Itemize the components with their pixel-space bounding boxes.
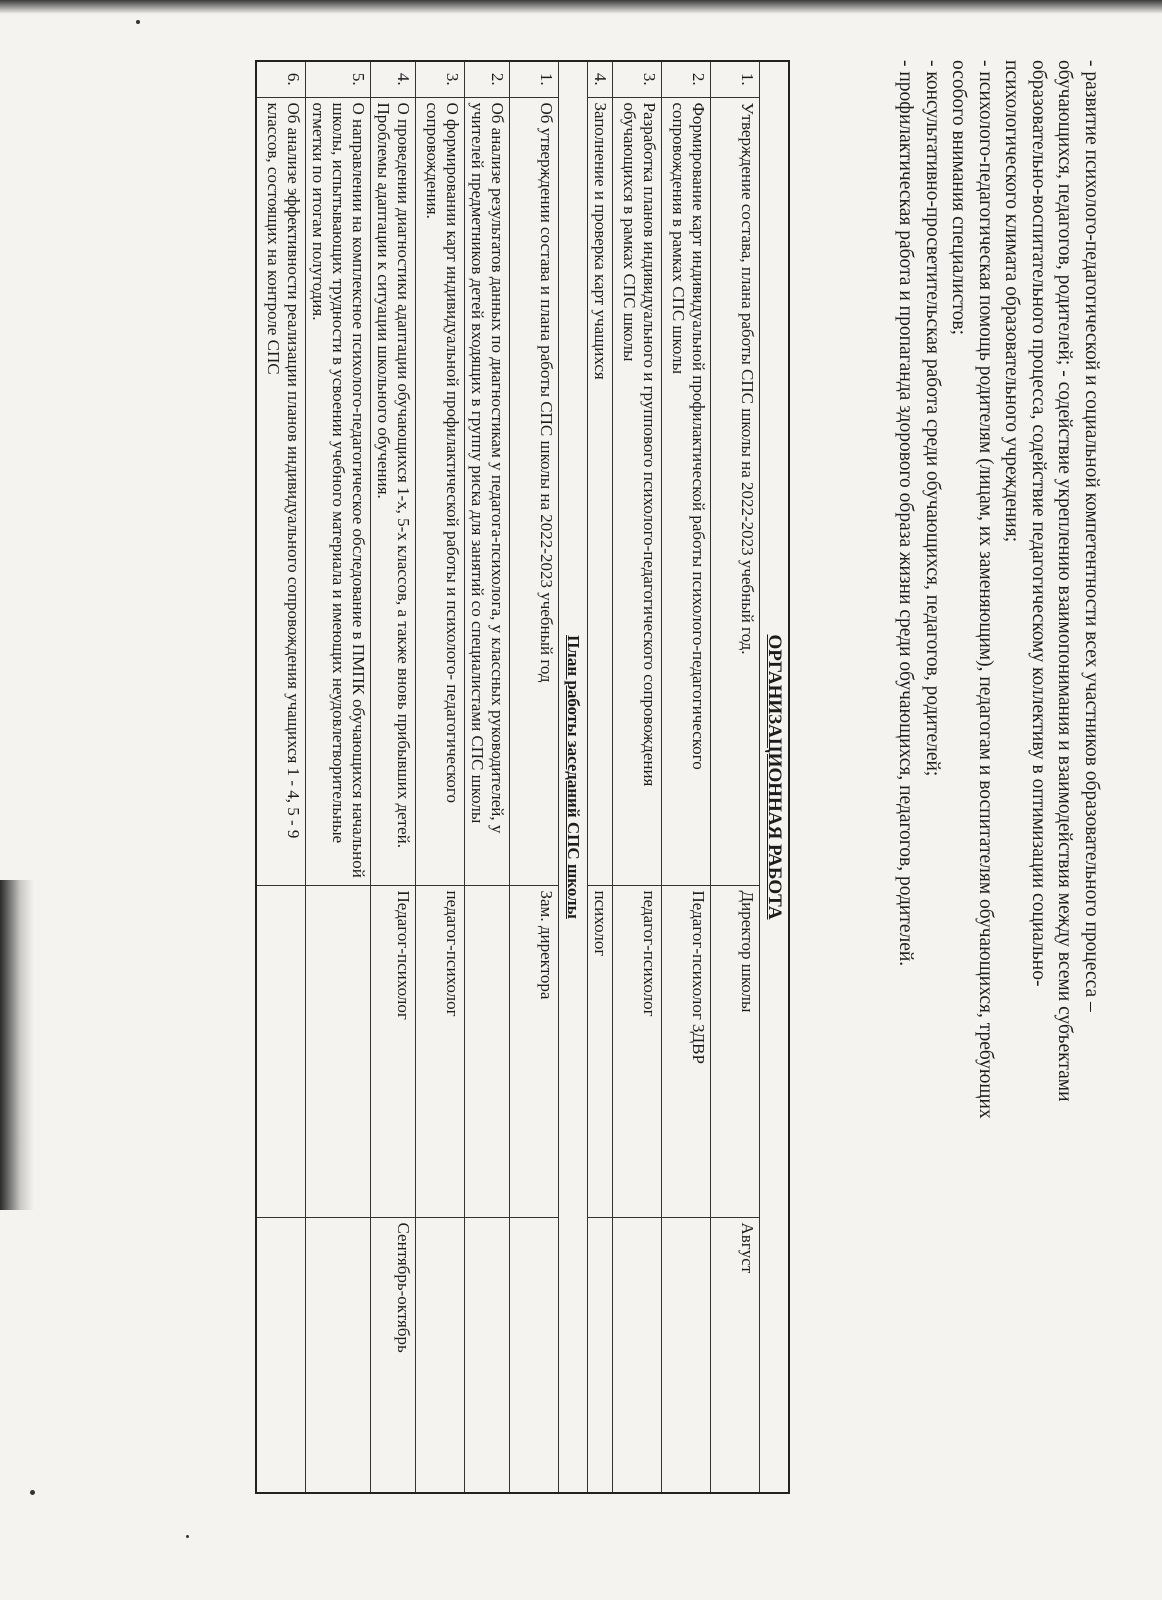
- date-cell: [613, 1217, 662, 1493]
- row-number: 1.: [711, 61, 760, 97]
- responsible-cell: [465, 885, 510, 1217]
- table-row: [510, 61, 559, 1493]
- table-row: [371, 61, 416, 1493]
- section-title-meetings: План работы заседаний СПС школы: [559, 61, 588, 1493]
- intro-line: обучающихся, педагогов, родителей; - содействие укреплению взаимопонимания и взаимодействия между всеми субъектами: [1054, 60, 1076, 1102]
- table-row: [465, 61, 510, 1493]
- task-cell: Об анализе эффективности реализации планов индивидуального сопровождения учащихся 1 - 4, 5 - 9 классов, состоящих на контроле СПС: [256, 97, 306, 885]
- row-number: 3.: [613, 61, 662, 97]
- date-cell: Сентябрь-октябрь: [371, 1217, 416, 1493]
- section-heading-row: [760, 61, 790, 1493]
- row-number: 3.: [416, 61, 465, 97]
- intro-line: - психолого-педагогическая помощь родителям (лицам, их заменяющим), педагогам и воспитателям обучающихся, требующих: [975, 60, 996, 1119]
- table-row: [662, 61, 711, 1493]
- row-number: 6.: [256, 61, 306, 97]
- row-number: 2.: [662, 61, 711, 97]
- task-cell: Разработка планов индивидуального и группового психолого-педагогического сопровождения обучающихся в рамках СПС школы: [613, 97, 662, 885]
- task-cell: О формировании карт индивидуальной профилактической работы и психолого- педагогического сопровождения.: [416, 97, 465, 885]
- responsible-cell: педагог-психолог: [613, 885, 662, 1217]
- date-cell: [416, 1217, 465, 1493]
- table-row: [416, 61, 465, 1493]
- intro-line: образовательно-воспитательного процесса, содействие педагогическому коллективу в оптимизации социально-: [1028, 60, 1049, 987]
- date-cell: [306, 1217, 371, 1493]
- responsible-cell: психолог: [588, 885, 613, 1217]
- section-title-organizational: ОРГАНИЗАЦИОННАЯ РАБОТА: [760, 61, 790, 1493]
- responsible-cell: Директор школы: [711, 885, 760, 1217]
- date-cell: [662, 1217, 711, 1493]
- responsible-cell: педагог-психолог: [416, 885, 465, 1217]
- intro-line: особого внимания специалистов;: [948, 60, 970, 336]
- table-row: [711, 61, 760, 1493]
- intro-line: психологического климата образовательного учреждения;: [1001, 60, 1023, 543]
- task-cell: О направлении на комплексное психолого-педагогическое обследование в ПМПК обучающихся начальной школы, испытывающих трудности в усвоении учебного материала и имеющих неудовлетворительные отметки по итогам полугодия.: [306, 97, 371, 885]
- task-cell: Утверждение состава, плана работы СПС школы на 2022-2023 учебный год.: [711, 97, 760, 885]
- task-cell: Об анализе результатов данных по диагностикам у педагога-психолога, у классных руководителей, у учителей предметников детей входящих в группу риска для занятий со специалистами СПС школы: [465, 97, 510, 885]
- row-number: 2.: [465, 61, 510, 97]
- row-number: 4.: [371, 61, 416, 97]
- row-number: 5.: [306, 61, 371, 97]
- date-cell: [256, 1217, 306, 1493]
- responsible-cell: Зам. директора: [510, 885, 559, 1217]
- row-number: 4.: [588, 61, 613, 97]
- date-cell: [588, 1217, 613, 1493]
- section-heading-row: [559, 61, 588, 1493]
- date-cell: Август: [711, 1217, 760, 1493]
- intro-line: - консультативно-просветительская работа среди обучающихся, педагогов, родителей;: [922, 60, 943, 777]
- table-row: [306, 61, 371, 1493]
- table-row: [256, 61, 306, 1493]
- responsible-cell: Педагог-психолог ЗДВР: [662, 885, 711, 1217]
- responsible-cell: [306, 885, 371, 1217]
- task-cell: Заполнение и проверка карт учащихся: [588, 97, 613, 885]
- responsible-cell: [256, 885, 306, 1217]
- intro-line: - профилактическая работа и пропаганда здорового образа жизни среди обучающихся, педагогов, родителей.: [895, 60, 917, 967]
- date-cell: [465, 1217, 510, 1493]
- intro-line: - развитие психолого-педагогической и социальной компетентности всех участников образовательного процесса –: [1081, 60, 1102, 1012]
- date-cell: [510, 1217, 559, 1493]
- table-row: [613, 61, 662, 1493]
- task-cell: Об утверждении состава и плана работы СПС школы на 2022-2023 учебный год: [510, 97, 559, 885]
- row-number: 1.: [510, 61, 559, 97]
- table-row: [588, 61, 613, 1493]
- responsible-cell: Педагог-психолог: [371, 885, 416, 1217]
- task-cell: О проведении диагностики адаптации обучающихся 1-х, 5-х классов, а также вновь прибывших детей. Проблемы адаптации к ситуации школьного обучения.: [371, 97, 416, 885]
- work-plan-table: [255, 60, 790, 1494]
- intro-text: [892, 60, 1104, 1560]
- task-cell: Формирование карт индивидуальной профилактической работы психолого-педагогического сопровождения в рамках СПС школы: [662, 97, 711, 885]
